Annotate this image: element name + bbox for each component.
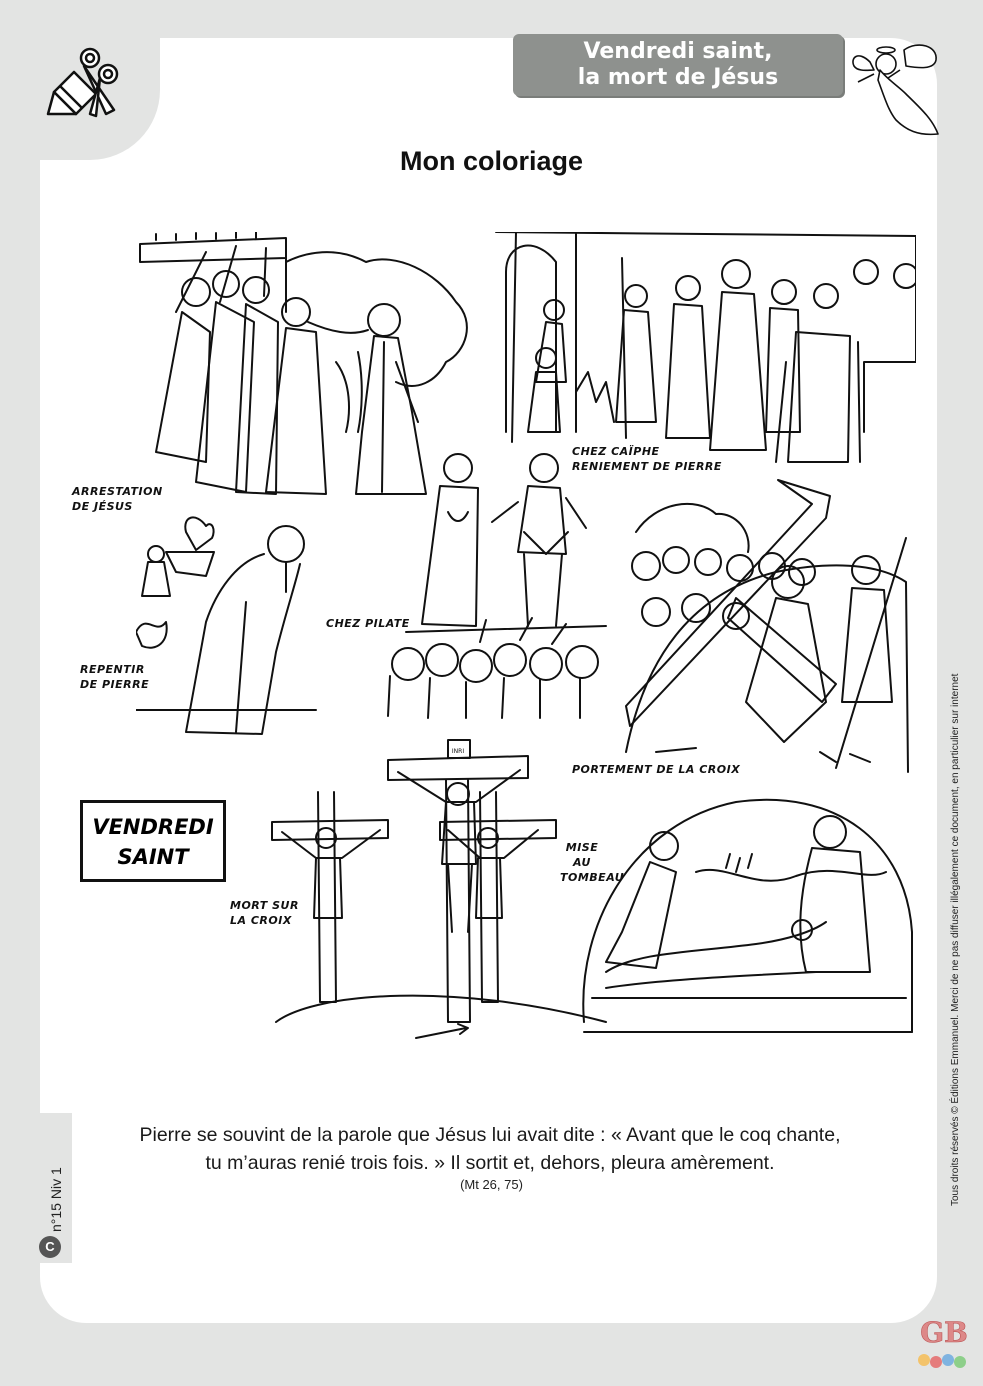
page-heading: Mon coloriage (399, 146, 583, 176)
caption-pilate: CHEZ PILATE (326, 617, 410, 630)
inri-label: INRI (451, 748, 465, 755)
title-line-2: la mort de Jésus (577, 65, 779, 90)
scene-arrest (140, 232, 467, 494)
quote-line-1: Pierre se souvint de la parole que Jésus lui avait dite : « Avant que le coq chante, (139, 1124, 841, 1146)
tool-corner (0, 0, 160, 160)
quote-reference: (Mt 26, 75) (460, 1177, 523, 1192)
caption-portement: PORTEMENT DE LA CROIX (572, 763, 741, 776)
gb-watermark-logo (914, 1312, 974, 1378)
caption-caiphe-line-1: CHEZ CAÏPHE (572, 445, 660, 458)
caption-repentir-line-2: DE PIERRE (80, 678, 150, 691)
scene-repentance (136, 517, 316, 734)
bible-quote (90, 1121, 890, 1177)
caption-mise-au-tombeau (560, 840, 625, 885)
caption-repentir (80, 662, 149, 692)
caption-arrestation-line-2: DE JÉSUS (72, 500, 133, 513)
issue-label: n°15 Niv 1 (48, 1167, 64, 1232)
title-box (513, 34, 843, 96)
vendredi-box-line-1: VENDREDI (92, 815, 214, 839)
copyright-notice: Tous droits réservés © Éditions Emmanuel. Merci de ne pas diffuser illégalement ce document, en particulier sur internet (950, 673, 961, 1206)
svg-text:GB: GB (920, 1316, 968, 1349)
scene-crucifixion (272, 740, 625, 1038)
caption-mise-line-2: AU (573, 856, 591, 869)
caption-mort-line-2: LA CROIX (230, 914, 292, 927)
title-line-1: Vendredi saint, (583, 39, 773, 64)
scene-caiphe (496, 232, 916, 462)
scene-carrying-cross (626, 480, 908, 772)
scene-burial (583, 800, 912, 1032)
caption-arrestation (72, 484, 163, 514)
caption-caiphe (572, 444, 722, 474)
vendredi-box-line-2: SAINT (117, 845, 189, 869)
quote-line-2: tu m’auras renié trois fois. » Il sortit et, dehors, pleura amèrement. (205, 1152, 775, 1174)
caption-mise-line-1: MISE (565, 841, 599, 854)
angel-icon (848, 40, 944, 140)
caption-mise-line-3: TOMBEAU (560, 871, 625, 884)
caption-arrestation-line-1: ARRESTATION (72, 485, 163, 498)
level-circle-badge: C (39, 1236, 61, 1258)
caption-mort-line-1: MORT SUR (230, 899, 299, 912)
scissors-glue-icon (44, 44, 122, 122)
vendredi-saint-box (80, 800, 226, 882)
caption-caiphe-line-2: RENIEMENT DE PIERRE (572, 460, 722, 473)
caption-repentir-line-1: REPENTIR (80, 663, 145, 676)
caption-mort (230, 898, 299, 928)
